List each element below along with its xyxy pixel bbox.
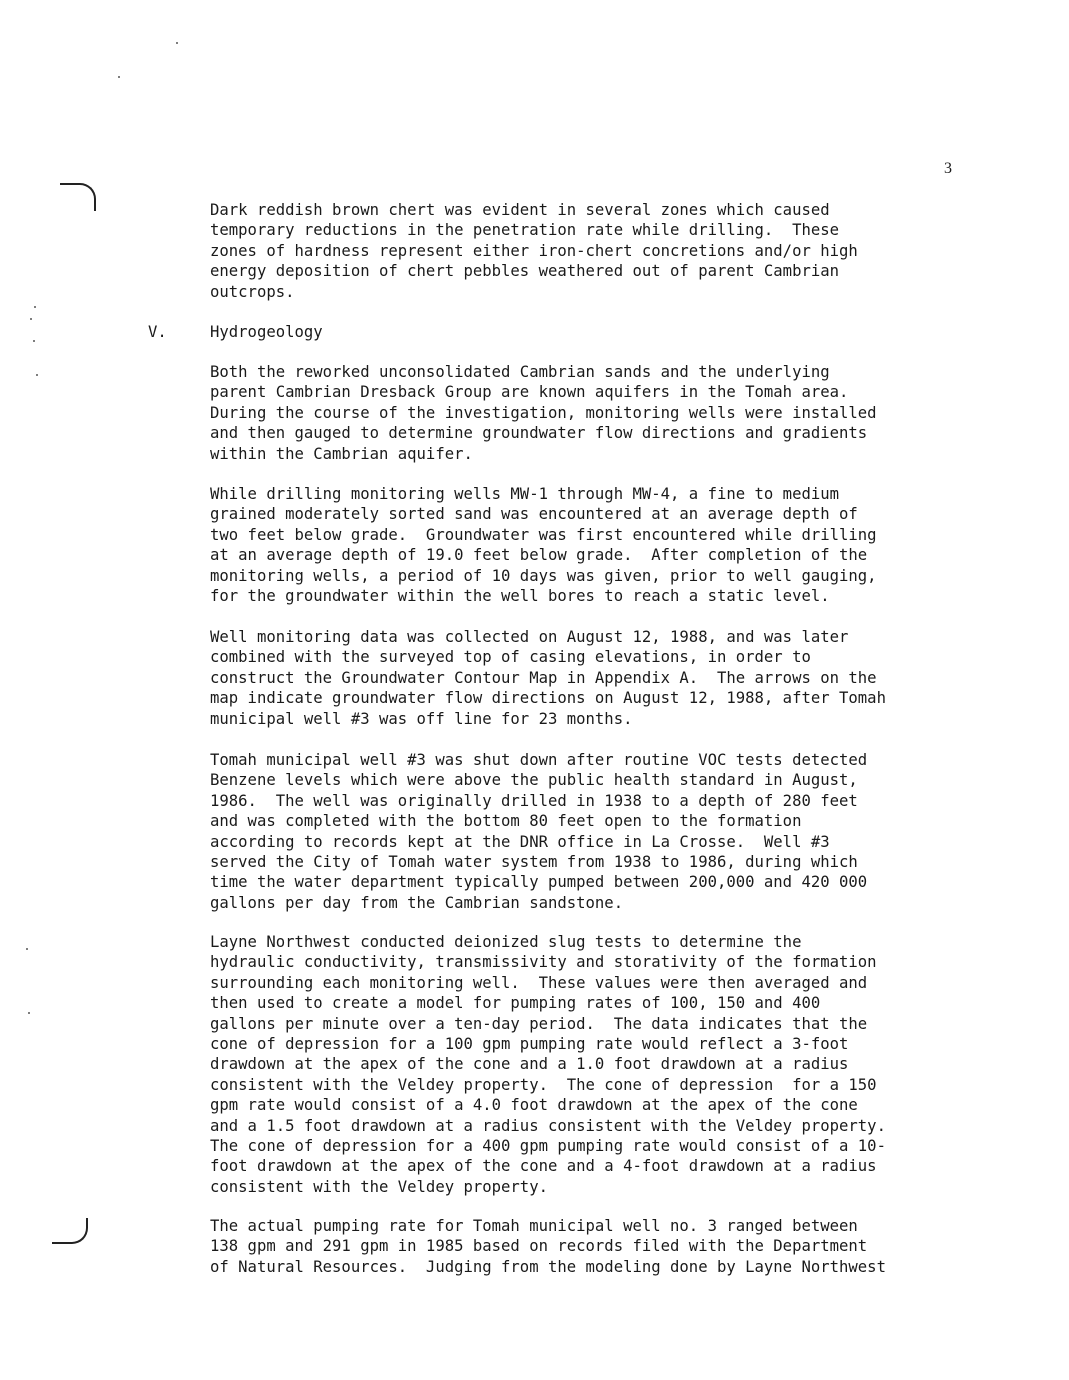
text-line: hydraulic conductivity, transmissivity and storativity of the formation xyxy=(210,953,877,972)
scan-speck xyxy=(36,374,38,376)
punch-hole-mark xyxy=(60,183,96,211)
text-line: Benzene levels which were above the public health standard in August, xyxy=(210,771,858,790)
text-line: served the City of Tomah water system from 1938 to 1986, during which xyxy=(210,853,858,872)
text-line: of Natural Resources. Judging from the modeling done by Layne Northwest xyxy=(210,1257,886,1276)
text-line: consistent with the Veldey property. xyxy=(210,1177,548,1196)
paragraph-aquifers xyxy=(210,362,970,464)
text-line: at an average depth of 19.0 feet below grade. After completion of the xyxy=(210,546,868,565)
paragraph-monitoring-data xyxy=(210,627,970,729)
text-line: Layne Northwest conducted deionized slug tests to determine the xyxy=(210,933,802,951)
text-line: combined with the surveyed top of casing elevations, in order to xyxy=(210,648,811,667)
text-line: within the Cambrian aquifer. xyxy=(210,444,473,463)
section-heading: Hydrogeology xyxy=(210,323,323,341)
scan-speck xyxy=(34,306,36,308)
text-line: drawdown at the apex of the cone and a 1.0 foot drawdown at a radius xyxy=(210,1055,849,1074)
text-line: gpm rate would consist of a 4.0 foot drawdown at the apex of the cone xyxy=(210,1096,858,1115)
text-line: While drilling monitoring wells MW-1 through MW-4, a fine to medium xyxy=(210,485,840,503)
text-line: two feet below grade. Groundwater was first encountered while drilling xyxy=(210,525,877,544)
text-line: outcrops. xyxy=(210,282,295,301)
text-line: according to records kept at the DNR office in La Crosse. Well #3 xyxy=(210,832,830,851)
text-line: construct the Groundwater Contour Map in Appendix A. The arrows on the xyxy=(210,668,877,687)
text-line: Dark reddish brown chert was evident in several zones which caused xyxy=(210,201,830,219)
text-line: then used to create a model for pumping rates of 100, 150 and 400 xyxy=(210,994,821,1013)
text-line: temporary reductions in the penetration rate while drilling. These xyxy=(210,221,840,240)
text-line: Tomah municipal well #3 was shut down after routine VOC tests detected xyxy=(210,751,868,769)
scan-speck xyxy=(33,340,35,342)
text-line: foot drawdown at the apex of the cone and a 4-foot drawdown at a radius xyxy=(210,1157,877,1176)
text-line: consistent with the Veldey property. The cone of depression for a 150 xyxy=(210,1075,877,1094)
text-line: grained moderately sorted sand was encountered at an average depth of xyxy=(210,505,858,524)
punch-hole-mark xyxy=(52,1218,88,1244)
text-line: time the water department typically pumped between 200,000 and 420 000 xyxy=(210,873,868,892)
paragraph-well-3 xyxy=(210,750,970,913)
text-line: and was completed with the bottom 80 feet open to the formation xyxy=(210,812,802,831)
text-line: surrounding each monitoring well. These values were then averaged and xyxy=(210,973,868,992)
text-line: energy deposition of chert pebbles weathered out of parent Cambrian xyxy=(210,262,840,281)
text-line: monitoring wells, a period of 10 days was given, prior to well gauging, xyxy=(210,566,877,585)
scan-speck xyxy=(176,42,178,44)
text-line: gallons per minute over a ten-day period. The data indicates that the xyxy=(210,1014,868,1033)
text-line: gallons per day from the Cambrian sandstone. xyxy=(210,893,624,912)
text-line: During the course of the investigation, monitoring wells were installed xyxy=(210,403,877,422)
section-number: V. xyxy=(148,323,167,341)
scan-speck xyxy=(30,318,32,320)
text-line: Both the reworked unconsolidated Cambrian sands and the underlying xyxy=(210,363,830,381)
text-line: and then gauged to determine groundwater flow directions and gradients xyxy=(210,424,868,443)
text-line: The cone of depression for a 400 gpm pumping rate would consist of a 10- xyxy=(210,1137,886,1156)
text-line: zones of hardness represent either iron-chert concretions and/or high xyxy=(210,241,858,260)
scan-speck xyxy=(28,1012,30,1014)
text-line: map indicate groundwater flow directions on August 12, 1988, after Tomah xyxy=(210,689,886,708)
scan-speck xyxy=(118,76,120,78)
scan-speck xyxy=(26,948,28,950)
text-line: and a 1.5 foot drawdown at a radius consistent with the Veldey property. xyxy=(210,1116,886,1135)
page-number: 3 xyxy=(944,160,952,177)
paragraph-drilling xyxy=(210,484,970,606)
text-line: cone of depression for a 100 gpm pumping rate would reflect a 3-foot xyxy=(210,1035,849,1054)
text-line: parent Cambrian Dresback Group are known aquifers in the Tomah area. xyxy=(210,383,849,402)
text-line: The actual pumping rate for Tomah municipal well no. 3 ranged between xyxy=(210,1217,858,1235)
text-line: for the groundwater within the well bores to reach a static level. xyxy=(210,587,830,606)
paragraph-pumping-rate xyxy=(210,1216,970,1277)
intro-paragraph xyxy=(210,200,970,302)
text-line: Well monitoring data was collected on August 12, 1988, and was later xyxy=(210,628,849,646)
paragraph-slug-tests xyxy=(210,932,970,1197)
text-line: 1986. The well was originally drilled in 1938 to a depth of 280 feet xyxy=(210,791,858,810)
text-line: 138 gpm and 291 gpm in 1985 based on records filed with the Department xyxy=(210,1237,868,1256)
text-line: municipal well #3 was off line for 23 months. xyxy=(210,709,633,728)
